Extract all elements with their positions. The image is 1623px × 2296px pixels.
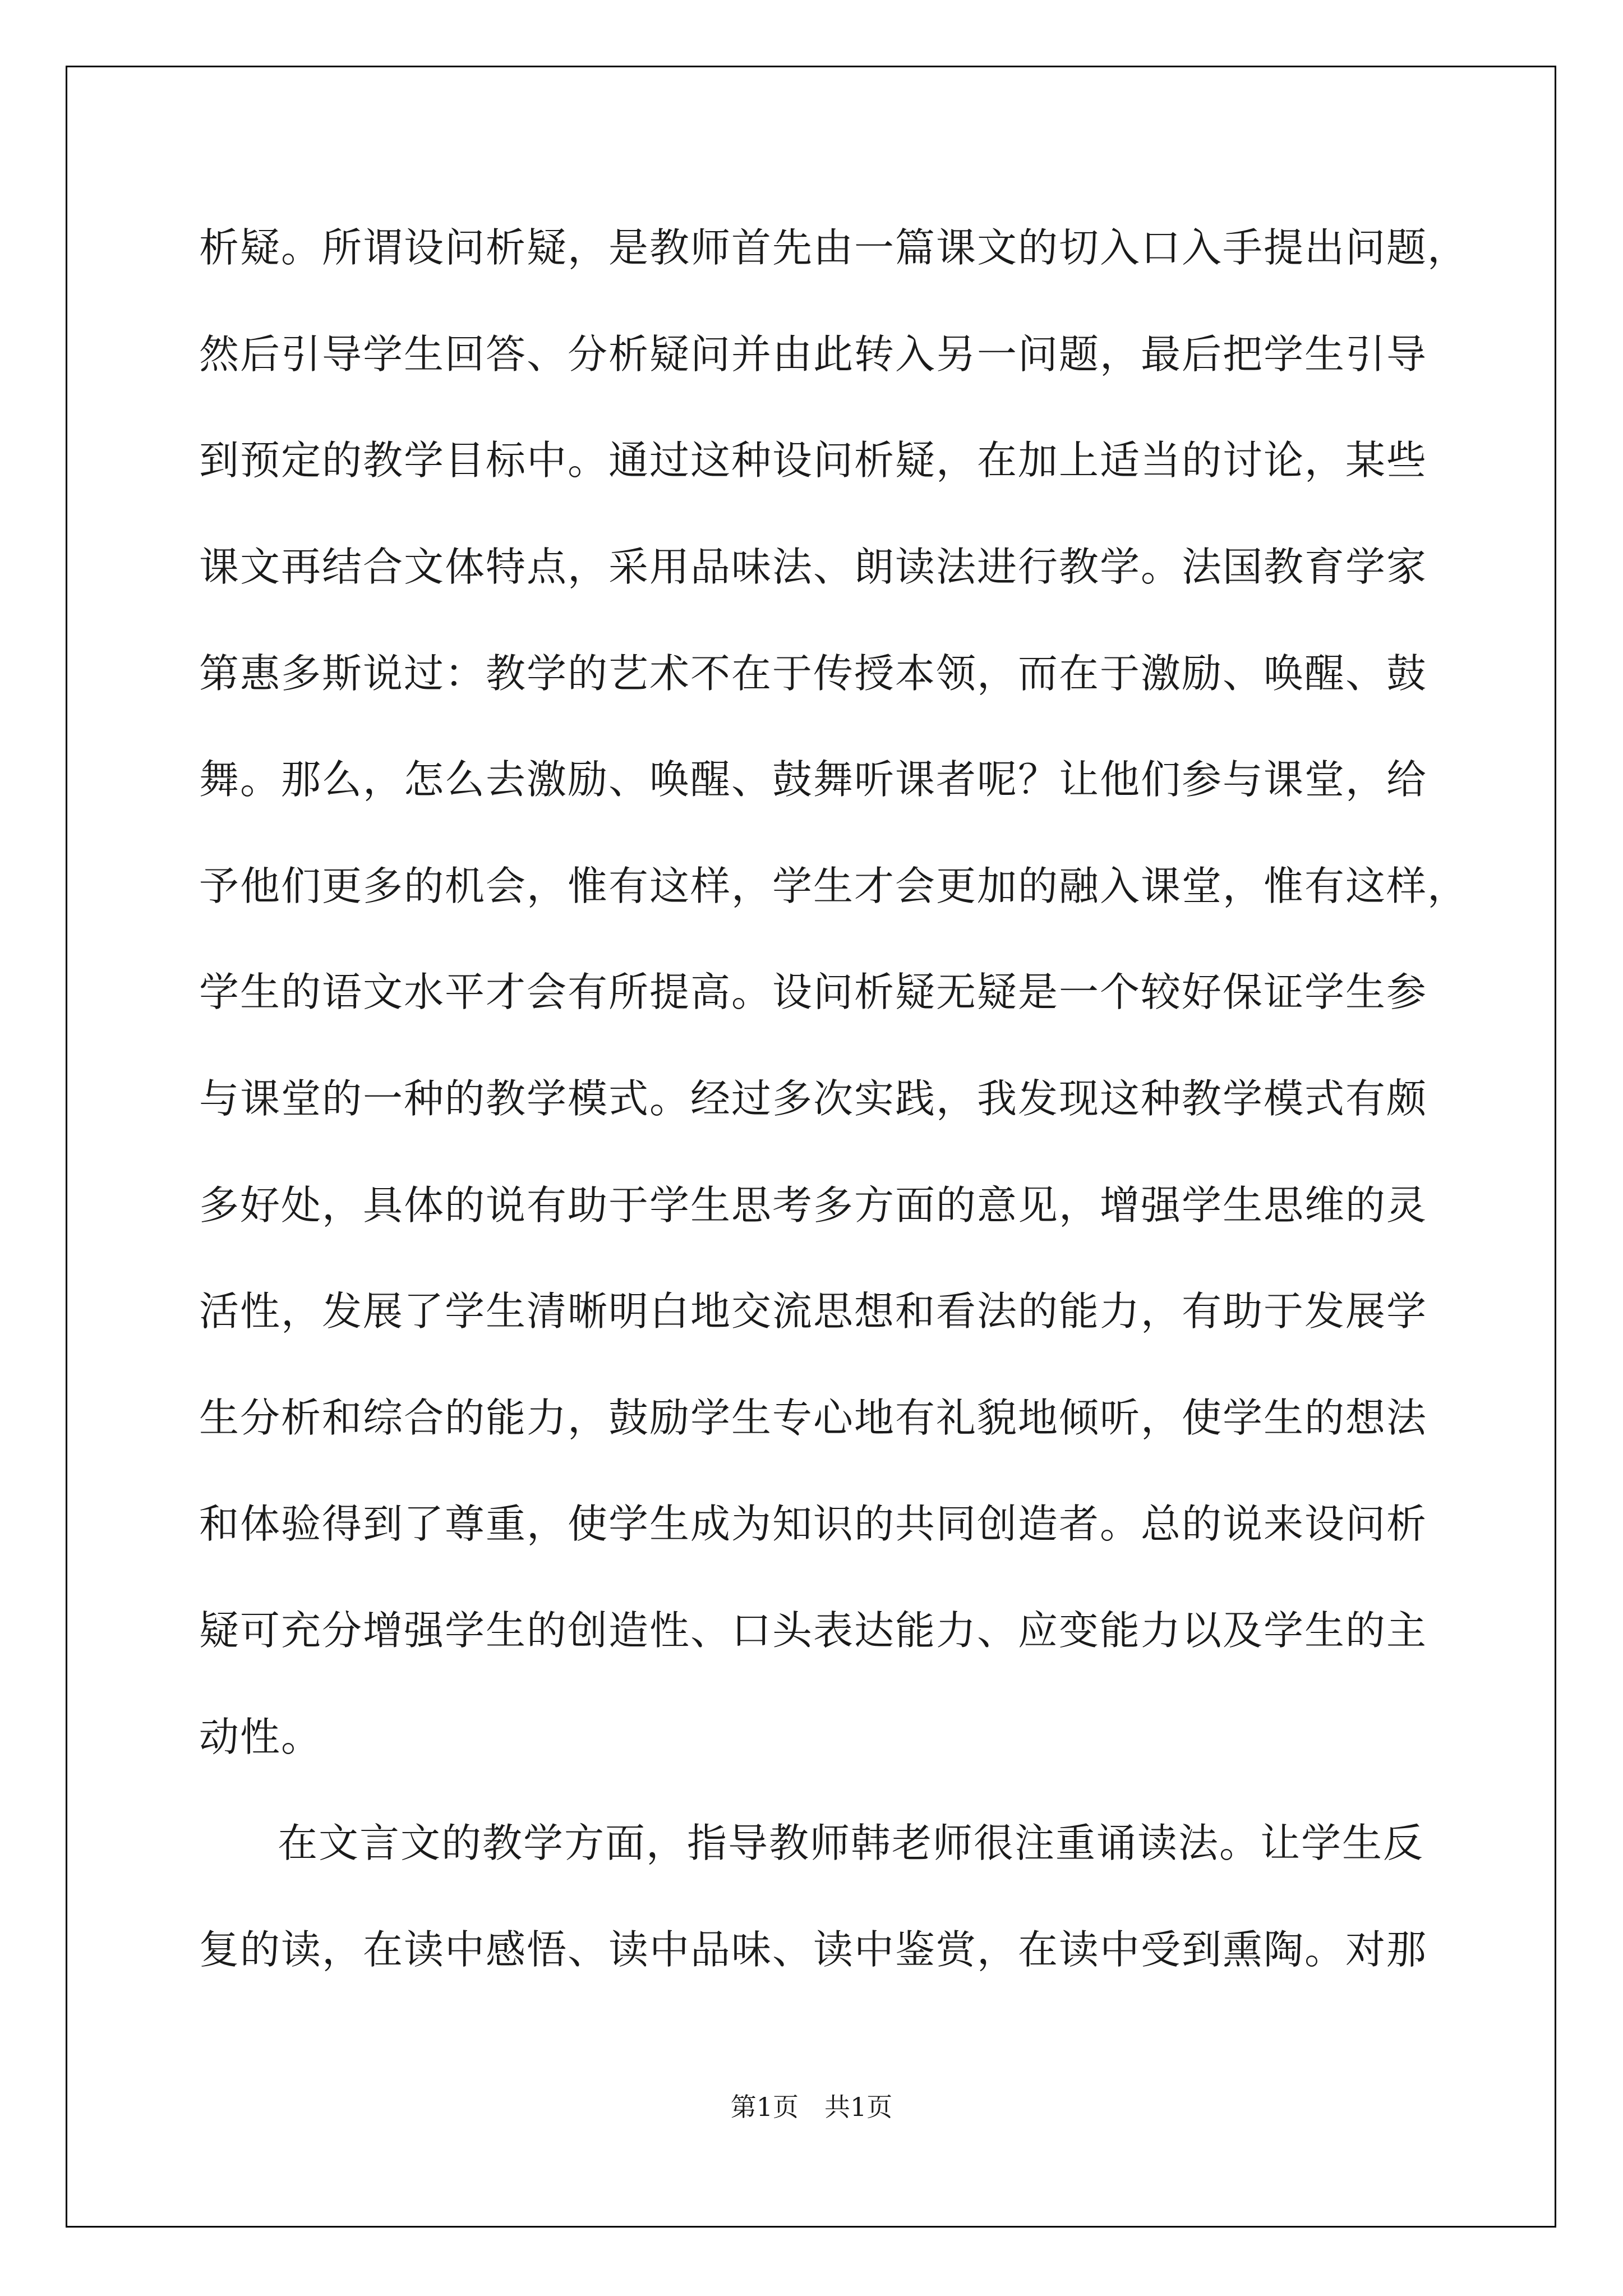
paragraph-line: 析疑。所谓设问析疑，是教师首先由一篇课文的切入口入手提出问题， xyxy=(199,224,1469,271)
paragraph-line: 予他们更多的机会，惟有这样，学生才会更加的融入课堂，惟有这样， xyxy=(199,863,1469,909)
paragraph-line: 和体验得到了尊重，使学生成为知识的共同创造者。总的说来设问析 xyxy=(199,1501,1428,1547)
page-border xyxy=(66,66,1556,2228)
paragraph-line: 多好处，具体的说有助于学生思考多方面的意见，增强学生思维的灵 xyxy=(199,1182,1428,1228)
paragraph-line: 活性，发展了学生清晰明白地交流思想和看法的能力，有助于发展学 xyxy=(199,1288,1428,1335)
paragraph-line: 学生的语文水平才会有所提高。设问析疑无疑是一个较好保证学生参 xyxy=(199,969,1428,1015)
paragraph-line: 然后引导学生回答、分析疑问并由此转入另一问题，最后把学生引导 xyxy=(199,331,1428,378)
paragraph-line: 复的读，在读中感悟、读中品味、读中鉴赏，在读中受到熏陶。对那 xyxy=(199,1926,1428,1973)
paragraph-line: 舞。那么，怎么去激励、唤醒、鼓舞听课者呢？让他们参与课堂，给 xyxy=(199,756,1428,803)
paragraph-line: 到预定的教学目标中。通过这种设问析疑，在加上适当的讨论，某些 xyxy=(199,437,1428,484)
paragraph-line: 在文言文的教学方面，指导教师韩老师很注重诵读法。让学生反 xyxy=(278,1820,1424,1866)
paragraph-line: 第惠多斯说过：教学的艺术不在于传授本领，而在于激励、唤醒、鼓 xyxy=(199,650,1428,697)
paragraph-line: 动性。 xyxy=(199,1714,322,1760)
paragraph-line: 疑可充分增强学生的创造性、口头表达能力、应变能力以及学生的主 xyxy=(199,1607,1428,1654)
paragraph-line: 与课堂的一种的教学模式。经过多次实践，我发现这种教学模式有颇 xyxy=(199,1075,1428,1122)
page-number: 第1页 共1页 xyxy=(730,2092,893,2122)
paragraph-line: 生分析和综合的能力，鼓励学生专心地有礼貌地倾听，使学生的想法 xyxy=(199,1395,1428,1441)
paragraph-line: 课文再结合文体特点，采用品味法、朗读法进行教学。法国教育学家 xyxy=(199,544,1428,590)
